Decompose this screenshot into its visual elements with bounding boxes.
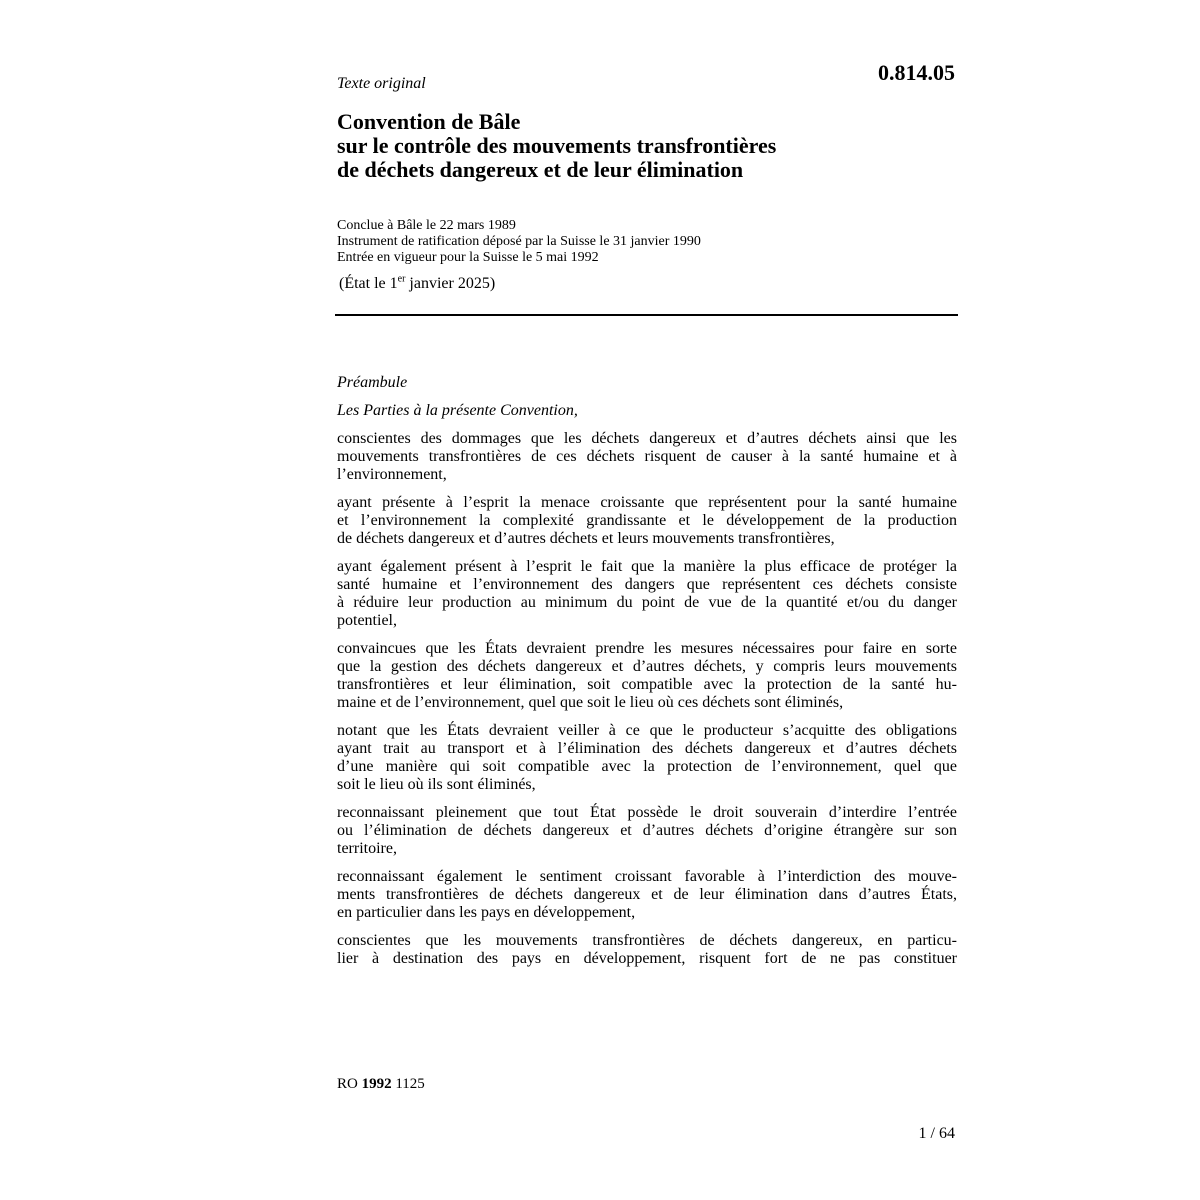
preamble-paragraph [337, 430, 957, 484]
preamble-body [337, 430, 957, 978]
document-metadata [337, 218, 957, 266]
document-title [337, 110, 957, 182]
paragraph-line: et l’environnement la complexité grandissante et le développement de la production [337, 512, 957, 529]
conclue-date: Conclue à Bâle le 22 mars 1989 [337, 218, 516, 233]
etat-prefix: (État le 1 [339, 275, 398, 292]
paragraph-line: que la gestion des déchets dangereux et d’autres déchets, y compris leurs mouvements [337, 658, 957, 675]
preamble-paragraph [337, 868, 957, 922]
ro-page: 1125 [391, 1076, 425, 1092]
header-divider [335, 314, 958, 316]
page-number: 1 / 64 [918, 1125, 955, 1142]
paragraph-line: ayant également présent à l’esprit le fait que la manière la plus efficace de protéger la [337, 558, 957, 575]
paragraph-line: mouvements transfrontières de ces déchets risquent de causer à la santé humaine et à [337, 448, 957, 465]
preamble-paragraph [337, 932, 957, 968]
paragraph-line: maine et de l’environnement, quel que soit le lieu où ces déchets sont éliminés, [337, 694, 844, 711]
paragraph-line: lier à destination des pays en développement, risquent fort de ne pas constituer [337, 950, 957, 967]
paragraph-line: territoire, [337, 840, 397, 857]
preamble-paragraph [337, 804, 957, 858]
paragraph-line: conscientes des dommages que les déchets dangereux et d’autres déchets ainsi que les [337, 430, 957, 447]
paragraph-line: potentiel, [337, 612, 397, 629]
paragraph-line: notant que les États devraient veiller à ce que le producteur s’acquitte des obligations [337, 722, 957, 739]
ratification-date: Instrument de ratification déposé par la Suisse le 31 janvier 1990 [337, 234, 701, 249]
paragraph-line: soit le lieu où ils sont éliminés, [337, 776, 536, 793]
paragraph-line: santé humaine et l’environnement des dangers que représentent ces déchets consiste [337, 576, 957, 593]
paragraph-line: transfrontières et leur élimination, soit compatible avec la protection de la santé hu- [337, 676, 957, 693]
title-line-2: sur le contrôle des mouvements transfrontières [337, 133, 777, 158]
paragraph-line: reconnaissant également le sentiment croissant favorable à l’interdiction des mouve- [337, 868, 957, 885]
ro-prefix: RO [337, 1076, 362, 1092]
preamble-paragraph [337, 558, 957, 630]
entree-en-vigueur-date: Entrée en vigueur pour la Suisse le 5 mai 1992 [337, 250, 599, 265]
sr-number: 0.814.05 [878, 60, 955, 85]
title-line-3: de déchets dangereux et de leur élimination [337, 157, 744, 182]
etat-suffix: janvier 2025) [405, 275, 496, 292]
etat-date [339, 274, 495, 294]
texte-original-label: Texte original [337, 75, 426, 92]
preamble-paragraph [337, 640, 957, 712]
paragraph-line: convaincues que les États devraient prendre les mesures nécessaires pour faire en sorte [337, 640, 957, 657]
paragraph-line: ayant trait au transport et à l’élimination des déchets dangereux et d’autres déchets [337, 740, 957, 757]
paragraph-line: conscientes que les mouvements transfrontières de déchets dangereux, en particu- [337, 932, 957, 949]
preamble-paragraph [337, 494, 957, 548]
paragraph-line: en particulier dans les pays en développement, [337, 904, 636, 921]
paragraph-line: ments transfrontières de déchets dangereux et de leur élimination dans d’autres États, [337, 886, 957, 903]
paragraph-line: ayant présente à l’esprit la menace croissante que représentent pour la santé humaine [337, 494, 957, 511]
ro-reference [337, 1075, 425, 1093]
paragraph-line: l’environnement, [337, 466, 447, 483]
paragraph-line: d’une manière qui soit compatible avec la protection de l’environnement, quel que [337, 758, 957, 775]
paragraph-line: de déchets dangereux et d’autres déchets et leurs mouvements transfrontières, [337, 530, 835, 547]
title-line-1: Convention de Bâle [337, 109, 521, 134]
preamble-paragraph [337, 722, 957, 794]
ro-year: 1992 [361, 1076, 392, 1092]
paragraph-line: ou l’élimination de déchets dangereux et d’autres déchets d’origine étrangère sur son [337, 822, 957, 839]
paragraph-line: à réduire leur production au minimum du point de vue de la quantité et/ou du danger [337, 594, 957, 611]
preambule-heading: Préambule [337, 374, 408, 391]
parties-intro: Les Parties à la présente Convention, [337, 402, 578, 419]
etat-superscript: er [397, 273, 406, 285]
paragraph-line: reconnaissant pleinement que tout État possède le droit souverain d’interdire l’entrée [337, 804, 957, 821]
